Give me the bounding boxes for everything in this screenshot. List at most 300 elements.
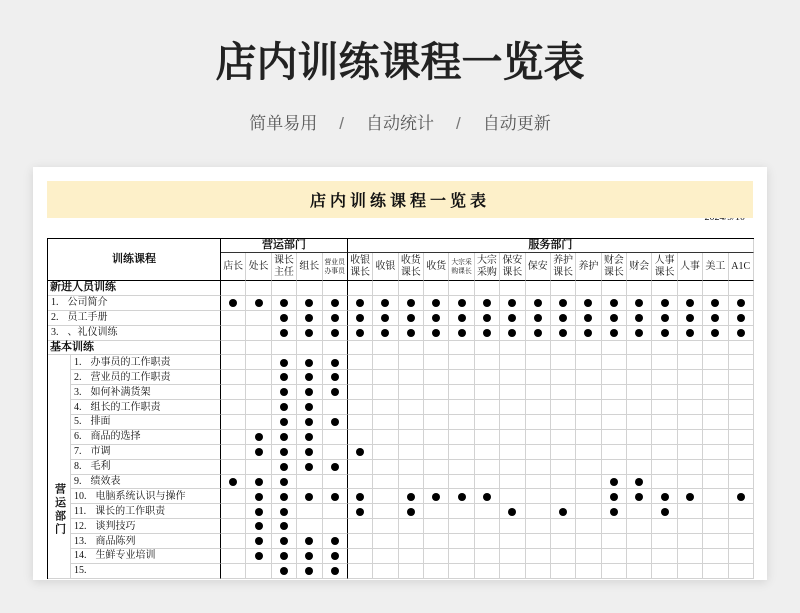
mark-dot bbox=[737, 329, 745, 337]
mark-cell bbox=[475, 460, 500, 475]
mark-cell bbox=[551, 355, 576, 370]
course-name: 市调 bbox=[90, 446, 111, 458]
course-name-cell bbox=[71, 504, 221, 519]
mark-cell bbox=[373, 445, 398, 460]
mark-dot bbox=[229, 299, 237, 307]
mark-cell bbox=[399, 281, 424, 296]
course-row bbox=[48, 475, 754, 490]
mark-dot bbox=[331, 314, 339, 322]
mark-cell bbox=[703, 311, 728, 326]
mark-cell bbox=[526, 385, 551, 400]
mark-dot bbox=[635, 314, 643, 322]
position-column-header: 组长 bbox=[297, 253, 322, 281]
mark-cell bbox=[652, 445, 677, 460]
mark-cell bbox=[424, 534, 449, 549]
mark-cell bbox=[602, 385, 627, 400]
mark-cell bbox=[500, 489, 525, 504]
mark-dot bbox=[686, 329, 694, 337]
mark-dot bbox=[483, 314, 491, 322]
mark-cell bbox=[678, 281, 703, 296]
mark-cell bbox=[221, 326, 246, 341]
section-row bbox=[48, 341, 754, 356]
mark-cell bbox=[703, 326, 728, 341]
mark-dot bbox=[305, 463, 313, 471]
mark-dot bbox=[686, 493, 694, 501]
course-name: 生鲜专业培训 bbox=[95, 550, 156, 562]
sheet-preview-card[interactable] bbox=[33, 167, 767, 580]
mark-cell bbox=[221, 430, 246, 445]
course-name: 电脑系统认识与操作 bbox=[95, 490, 186, 502]
mark-cell bbox=[526, 296, 551, 311]
mark-dot bbox=[635, 478, 643, 486]
mark-cell bbox=[373, 430, 398, 445]
mark-dot bbox=[483, 329, 491, 337]
position-column-header: 处长 bbox=[246, 253, 271, 281]
mark-dot bbox=[584, 329, 592, 337]
course-row bbox=[48, 415, 754, 430]
mark-cell bbox=[627, 311, 652, 326]
course-name-cell bbox=[71, 400, 221, 415]
sheet-title: 店内训练课程一览表 bbox=[309, 193, 490, 210]
mark-dot bbox=[331, 537, 339, 545]
mark-cell bbox=[221, 311, 246, 326]
mark-cell bbox=[602, 311, 627, 326]
mark-cell bbox=[272, 519, 297, 534]
mark-cell bbox=[576, 341, 601, 356]
course-number: 13. bbox=[74, 535, 87, 547]
mark-dot bbox=[255, 493, 263, 501]
course-row bbox=[48, 504, 754, 519]
mark-dot bbox=[255, 448, 263, 456]
mark-cell bbox=[576, 489, 601, 504]
course-name: 、礼仪训练 bbox=[67, 327, 118, 339]
mark-cell bbox=[399, 385, 424, 400]
mark-dot bbox=[280, 448, 288, 456]
mark-dot bbox=[458, 493, 466, 501]
mark-cell bbox=[424, 326, 449, 341]
mark-cell bbox=[500, 504, 525, 519]
mark-cell bbox=[627, 355, 652, 370]
mark-dot bbox=[610, 478, 618, 486]
mark-cell bbox=[500, 445, 525, 460]
sheet-table-viewport bbox=[47, 238, 753, 577]
mark-cell bbox=[424, 475, 449, 490]
header-row-groups bbox=[48, 239, 754, 253]
mark-cell bbox=[602, 460, 627, 475]
mark-dot bbox=[635, 299, 643, 307]
mark-dot bbox=[255, 522, 263, 530]
mark-dot bbox=[255, 552, 263, 560]
mark-cell bbox=[399, 504, 424, 519]
mark-cell bbox=[475, 281, 500, 296]
subtitle-item: 自动更新 bbox=[482, 114, 551, 133]
mark-cell bbox=[399, 311, 424, 326]
section-title: 基本训练 bbox=[48, 341, 221, 356]
mark-cell bbox=[703, 296, 728, 311]
mark-dot bbox=[356, 508, 364, 516]
mark-cell bbox=[729, 519, 754, 534]
mark-cell bbox=[652, 296, 677, 311]
course-name-cell bbox=[71, 534, 221, 549]
mark-cell bbox=[373, 475, 398, 490]
mark-cell bbox=[449, 445, 474, 460]
mark-cell bbox=[627, 415, 652, 430]
mark-cell bbox=[323, 534, 348, 549]
mark-dot bbox=[255, 433, 263, 441]
mark-dot bbox=[534, 314, 542, 322]
mark-cell bbox=[246, 281, 271, 296]
mark-dot bbox=[610, 329, 618, 337]
course-row bbox=[48, 326, 754, 341]
mark-cell bbox=[475, 400, 500, 415]
mark-cell bbox=[678, 475, 703, 490]
mark-cell bbox=[500, 311, 525, 326]
mark-cell bbox=[576, 400, 601, 415]
mark-cell bbox=[703, 341, 728, 356]
mark-cell bbox=[297, 430, 322, 445]
mark-cell bbox=[475, 355, 500, 370]
mark-cell bbox=[475, 430, 500, 445]
mark-cell bbox=[602, 519, 627, 534]
mark-cell bbox=[399, 355, 424, 370]
mark-cell bbox=[272, 355, 297, 370]
mark-dot bbox=[280, 478, 288, 486]
mark-cell bbox=[272, 564, 297, 579]
mark-dot bbox=[356, 329, 364, 337]
mark-cell bbox=[602, 445, 627, 460]
mark-cell bbox=[272, 415, 297, 430]
mark-cell bbox=[703, 460, 728, 475]
mark-cell bbox=[678, 400, 703, 415]
mark-cell bbox=[373, 564, 398, 579]
mark-dot bbox=[255, 299, 263, 307]
mark-dot bbox=[356, 493, 364, 501]
mark-cell bbox=[373, 281, 398, 296]
mark-dot bbox=[737, 299, 745, 307]
mark-cell bbox=[729, 400, 754, 415]
course-row bbox=[48, 400, 754, 415]
mark-cell bbox=[424, 430, 449, 445]
mark-cell bbox=[526, 519, 551, 534]
mark-cell bbox=[551, 400, 576, 415]
mark-cell bbox=[551, 534, 576, 549]
course-row bbox=[48, 296, 754, 311]
mark-cell bbox=[551, 430, 576, 445]
mark-dot bbox=[331, 418, 339, 426]
course-name-cell bbox=[48, 311, 221, 326]
mark-cell bbox=[246, 400, 271, 415]
mark-cell bbox=[323, 281, 348, 296]
course-name: 课长的工作职责 bbox=[95, 505, 166, 517]
mark-cell bbox=[551, 549, 576, 564]
mark-cell bbox=[703, 549, 728, 564]
course-row bbox=[48, 445, 754, 460]
mark-cell bbox=[526, 460, 551, 475]
mark-cell bbox=[221, 415, 246, 430]
mark-cell bbox=[449, 400, 474, 415]
mark-dot bbox=[661, 493, 669, 501]
mark-cell bbox=[703, 400, 728, 415]
mark-cell bbox=[703, 475, 728, 490]
mark-cell bbox=[399, 445, 424, 460]
course-row bbox=[48, 489, 754, 504]
subtitle-separator: / bbox=[339, 114, 344, 133]
mark-cell bbox=[297, 341, 322, 356]
position-column-header: 财会课长 bbox=[602, 253, 627, 281]
mark-cell bbox=[272, 385, 297, 400]
mark-dot bbox=[661, 314, 669, 322]
mark-cell bbox=[399, 430, 424, 445]
mark-cell bbox=[246, 475, 271, 490]
subtitle-item: 简单易用 bbox=[249, 114, 318, 133]
mark-dot bbox=[305, 373, 313, 381]
mark-cell bbox=[551, 475, 576, 490]
mark-dot bbox=[305, 329, 313, 337]
mark-cell bbox=[703, 564, 728, 579]
mark-cell bbox=[297, 400, 322, 415]
mark-cell bbox=[475, 385, 500, 400]
mark-cell bbox=[500, 355, 525, 370]
mark-cell bbox=[246, 311, 271, 326]
mark-cell bbox=[373, 385, 398, 400]
mark-cell bbox=[297, 564, 322, 579]
mark-cell bbox=[627, 341, 652, 356]
mark-dot bbox=[331, 373, 339, 381]
mark-cell bbox=[551, 504, 576, 519]
mark-cell bbox=[297, 370, 322, 385]
position-column-header: 课长主任 bbox=[272, 253, 297, 281]
mark-dot bbox=[356, 448, 364, 456]
mark-cell bbox=[500, 296, 525, 311]
mark-cell bbox=[399, 534, 424, 549]
subtitle-separator: / bbox=[456, 114, 461, 133]
mark-cell bbox=[652, 355, 677, 370]
course-number: 3. bbox=[74, 386, 82, 398]
mark-dot bbox=[508, 329, 516, 337]
mark-cell bbox=[526, 549, 551, 564]
mark-cell bbox=[221, 400, 246, 415]
mark-cell bbox=[348, 445, 373, 460]
mark-dot bbox=[483, 493, 491, 501]
mark-dot bbox=[559, 314, 567, 322]
mark-cell bbox=[500, 549, 525, 564]
mark-dot bbox=[407, 329, 415, 337]
course-name-cell bbox=[71, 355, 221, 370]
mark-cell bbox=[475, 534, 500, 549]
mark-cell bbox=[551, 460, 576, 475]
mark-dot bbox=[508, 314, 516, 322]
mark-cell bbox=[323, 341, 348, 356]
mark-cell bbox=[526, 281, 551, 296]
mark-cell bbox=[399, 370, 424, 385]
mark-cell bbox=[424, 504, 449, 519]
mark-cell bbox=[323, 475, 348, 490]
mark-cell bbox=[526, 504, 551, 519]
mark-cell bbox=[323, 549, 348, 564]
mark-cell bbox=[627, 564, 652, 579]
course-name-cell bbox=[71, 460, 221, 475]
mark-dot bbox=[280, 403, 288, 411]
mark-cell bbox=[652, 489, 677, 504]
mark-cell bbox=[627, 445, 652, 460]
mark-dot bbox=[559, 299, 567, 307]
course-name-cell bbox=[71, 370, 221, 385]
mark-dot bbox=[305, 299, 313, 307]
mark-cell bbox=[246, 355, 271, 370]
mark-dot bbox=[432, 329, 440, 337]
course-row bbox=[48, 385, 754, 400]
mark-dot bbox=[584, 299, 592, 307]
mark-cell bbox=[729, 460, 754, 475]
mark-cell bbox=[526, 311, 551, 326]
mark-cell bbox=[500, 326, 525, 341]
mark-cell bbox=[678, 430, 703, 445]
course-number: 1. bbox=[74, 356, 82, 368]
mark-dot bbox=[711, 329, 719, 337]
mark-cell bbox=[246, 370, 271, 385]
mark-cell bbox=[729, 564, 754, 579]
mark-dot bbox=[229, 478, 237, 486]
course-name: 办事员的工作职责 bbox=[90, 356, 171, 368]
mark-cell bbox=[297, 504, 322, 519]
mark-cell bbox=[602, 296, 627, 311]
mark-dot bbox=[610, 299, 618, 307]
mark-dot bbox=[407, 508, 415, 516]
mark-cell bbox=[602, 326, 627, 341]
mark-cell bbox=[652, 400, 677, 415]
page-title: 店内训练课程一览表 bbox=[215, 39, 585, 85]
course-number: 6. bbox=[74, 431, 82, 443]
mark-cell bbox=[246, 445, 271, 460]
mark-cell bbox=[221, 475, 246, 490]
mark-cell bbox=[272, 311, 297, 326]
mark-cell bbox=[526, 430, 551, 445]
mark-cell bbox=[729, 326, 754, 341]
mark-dot bbox=[559, 329, 567, 337]
mark-cell bbox=[399, 296, 424, 311]
mark-dot bbox=[483, 299, 491, 307]
position-column-header: 养护课长 bbox=[551, 253, 576, 281]
mark-cell bbox=[399, 519, 424, 534]
mark-dot bbox=[458, 299, 466, 307]
mark-cell bbox=[323, 415, 348, 430]
mark-dot bbox=[635, 493, 643, 501]
mark-cell bbox=[703, 370, 728, 385]
mark-cell bbox=[703, 519, 728, 534]
mark-cell bbox=[729, 341, 754, 356]
mark-cell bbox=[576, 370, 601, 385]
mark-dot bbox=[381, 329, 389, 337]
position-column-header: 养护 bbox=[576, 253, 601, 281]
mark-cell bbox=[678, 341, 703, 356]
mark-dot bbox=[280, 359, 288, 367]
course-number: 11. bbox=[74, 505, 87, 517]
mark-cell bbox=[449, 460, 474, 475]
mark-cell bbox=[424, 519, 449, 534]
mark-dot bbox=[280, 537, 288, 545]
mark-cell bbox=[678, 326, 703, 341]
mark-cell bbox=[373, 326, 398, 341]
mark-cell bbox=[272, 281, 297, 296]
department-group-header: 营运部门 bbox=[221, 239, 348, 253]
mark-cell bbox=[551, 326, 576, 341]
mark-cell bbox=[323, 311, 348, 326]
mark-cell bbox=[678, 385, 703, 400]
mark-dot bbox=[432, 314, 440, 322]
mark-cell bbox=[373, 311, 398, 326]
mark-cell bbox=[551, 296, 576, 311]
mark-dot bbox=[331, 567, 339, 575]
mark-dot bbox=[331, 299, 339, 307]
sheet-title-bar bbox=[47, 181, 753, 218]
position-column-header: A1C bbox=[729, 253, 754, 281]
mark-cell bbox=[373, 415, 398, 430]
mark-cell bbox=[221, 385, 246, 400]
mark-cell bbox=[348, 311, 373, 326]
mark-dot bbox=[737, 314, 745, 322]
course-name-cell bbox=[48, 326, 221, 341]
mark-cell bbox=[475, 475, 500, 490]
course-number: 5. bbox=[74, 416, 82, 428]
mark-cell bbox=[399, 564, 424, 579]
mark-dot bbox=[661, 508, 669, 516]
mark-cell bbox=[449, 475, 474, 490]
mark-cell bbox=[272, 460, 297, 475]
mark-cell bbox=[323, 385, 348, 400]
mark-cell bbox=[323, 400, 348, 415]
mark-dot bbox=[305, 567, 313, 575]
mark-cell bbox=[500, 385, 525, 400]
mark-dot bbox=[280, 373, 288, 381]
mark-cell bbox=[424, 311, 449, 326]
mark-cell bbox=[424, 296, 449, 311]
mark-cell bbox=[424, 445, 449, 460]
mark-dot bbox=[255, 508, 263, 516]
mark-cell bbox=[373, 534, 398, 549]
mark-cell bbox=[272, 326, 297, 341]
mark-cell bbox=[627, 489, 652, 504]
course-number: 9. bbox=[74, 476, 82, 488]
mark-cell bbox=[627, 296, 652, 311]
mark-cell bbox=[348, 549, 373, 564]
mark-cell bbox=[729, 430, 754, 445]
mark-cell bbox=[221, 534, 246, 549]
mark-cell bbox=[627, 370, 652, 385]
mark-dot bbox=[305, 493, 313, 501]
mark-cell bbox=[678, 296, 703, 311]
mark-cell bbox=[576, 564, 601, 579]
course-name: 毛利 bbox=[90, 461, 111, 473]
course-name-cell bbox=[71, 519, 221, 534]
mark-cell bbox=[373, 519, 398, 534]
course-name-cell bbox=[71, 475, 221, 490]
training-course-table bbox=[47, 238, 754, 579]
mark-cell bbox=[729, 355, 754, 370]
mark-cell bbox=[602, 489, 627, 504]
course-name-cell bbox=[48, 296, 221, 311]
mark-cell bbox=[703, 415, 728, 430]
mark-dot bbox=[331, 388, 339, 396]
position-column-header: 收货 bbox=[424, 253, 449, 281]
mark-cell bbox=[475, 519, 500, 534]
mark-cell bbox=[272, 430, 297, 445]
course-row bbox=[48, 311, 754, 326]
mark-cell bbox=[399, 549, 424, 564]
mark-cell bbox=[678, 489, 703, 504]
course-row bbox=[48, 519, 754, 534]
mark-cell bbox=[729, 549, 754, 564]
mark-cell bbox=[323, 430, 348, 445]
